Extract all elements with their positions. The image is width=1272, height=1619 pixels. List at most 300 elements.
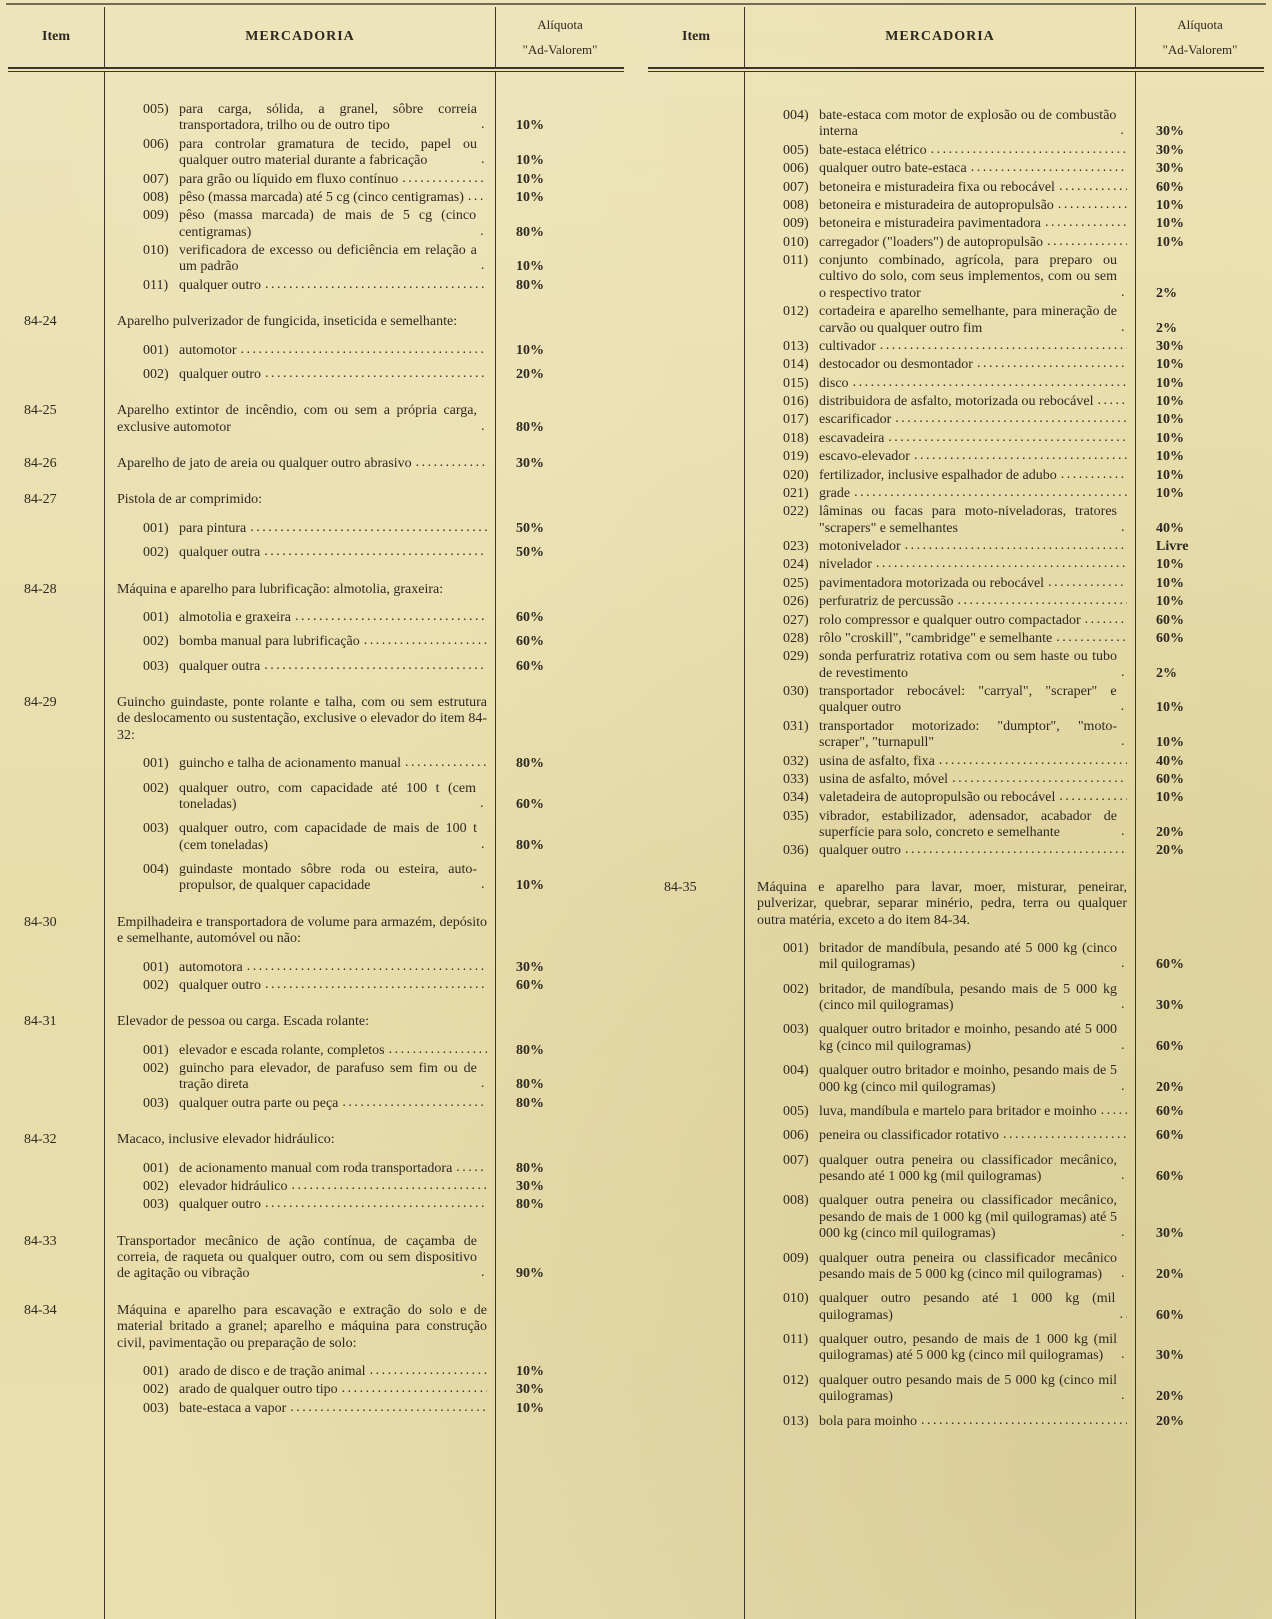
- subitem-row: [648, 1022, 1264, 1055]
- subitem-inner: [117, 1096, 487, 1112]
- subitem-text: automotora: [179, 959, 243, 975]
- description-cell: [744, 649, 1136, 682]
- rate-cell: [1136, 719, 1264, 752]
- spacer-desc-cell: [744, 1120, 1136, 1128]
- subitem-code: 002): [143, 1061, 169, 1076]
- rate-cell: [1136, 108, 1264, 141]
- rate-cell: [1136, 339, 1264, 355]
- description-cell: [744, 1414, 1136, 1430]
- dot-leader: [1117, 684, 1127, 717]
- rate-cell: [496, 137, 624, 170]
- subitem-text: disco: [819, 375, 849, 391]
- item-number-empty: [8, 1197, 104, 1213]
- rate-cell: [1136, 1153, 1264, 1186]
- rate-cell: [1136, 754, 1264, 770]
- item-number-empty: [648, 539, 744, 555]
- item-number-empty: [8, 960, 104, 976]
- subitem-text: transportador motorizado: "dumptor", "moto-scraper", "turnapull": [819, 718, 1117, 751]
- subitem-inner: [757, 1128, 1127, 1144]
- description-cell: [104, 1096, 496, 1112]
- rate-value: 10%: [1156, 412, 1184, 428]
- rate-cell: [1136, 431, 1264, 447]
- subitem-inner: [757, 143, 1127, 159]
- item-number-empty: [8, 1179, 104, 1195]
- top-spacer: [8, 72, 624, 102]
- description-cell: [744, 1332, 1136, 1365]
- rate-value: 30%: [1156, 1348, 1184, 1364]
- item-number-empty: [8, 1401, 104, 1417]
- item-number-empty: [648, 754, 744, 770]
- subitem-row: [648, 1291, 1264, 1324]
- subitem-row: [648, 539, 1264, 555]
- subitem-row: [648, 304, 1264, 337]
- spacer-item-cell: [648, 1055, 744, 1063]
- item-number-empty: [8, 1364, 104, 1380]
- dot-leader: [237, 343, 487, 359]
- subitem-inner: [117, 545, 487, 561]
- subitem-text: elevador e escada rolante, completos: [179, 1042, 385, 1058]
- item-number-empty: [8, 821, 104, 854]
- subitem-code: 004): [783, 108, 809, 123]
- spacer-desc-cell: [104, 359, 496, 367]
- item-number-empty: [648, 253, 744, 302]
- subitem-row: [8, 367, 624, 383]
- item-number-empty: [648, 486, 744, 502]
- rate-value: 10%: [1156, 594, 1184, 610]
- description-cell: [744, 486, 1136, 502]
- subitem-row: [648, 557, 1264, 573]
- dot-leader: [1093, 394, 1127, 410]
- entry-gap: [8, 1283, 624, 1303]
- rate-value: 30%: [1156, 338, 1184, 354]
- spacer-rate-cell: [496, 1112, 624, 1132]
- rate-value: 40%: [1156, 520, 1184, 536]
- spacer-desc-cell: [744, 1406, 1136, 1414]
- dot-leader: [1055, 790, 1127, 806]
- rate-value: 10%: [516, 878, 544, 894]
- spacer-rate-cell: [496, 1283, 624, 1303]
- rate-value: 2%: [1156, 285, 1177, 301]
- spacer-desc-cell: [104, 1352, 496, 1364]
- description-cell: [744, 143, 1136, 159]
- spacer-rate-cell: [496, 1214, 624, 1234]
- subitem-row: [648, 376, 1264, 392]
- subitem-code: 026): [783, 594, 809, 610]
- rate-value: 60%: [516, 658, 544, 674]
- item-number-empty: [8, 278, 104, 294]
- subitem-text: qualquer outra: [179, 545, 261, 561]
- filler-row: [648, 1430, 1264, 1619]
- subitem-inner: [117, 343, 487, 359]
- spacer-desc-cell: [744, 1283, 1136, 1291]
- rate-cell: [496, 634, 624, 650]
- header-item-label: Item: [682, 28, 710, 44]
- subitem-inner: [757, 216, 1127, 232]
- rate-cell: [496, 343, 624, 359]
- item-number-empty: [648, 449, 744, 465]
- item-number: 84-33: [24, 1233, 57, 1249]
- rate-cell: [496, 1161, 624, 1177]
- rate-value: 20%: [1156, 843, 1184, 859]
- subitem-inner: [757, 594, 1127, 610]
- spacer-rate-cell: [496, 813, 624, 821]
- rate-cell: [496, 915, 624, 948]
- spacer-desc-cell: [744, 1324, 1136, 1332]
- description-cell: [104, 781, 496, 814]
- subitem-inner: [117, 634, 487, 650]
- description-cell: [744, 180, 1136, 196]
- description-cell: [744, 468, 1136, 484]
- spacer-item-cell: [648, 1096, 744, 1104]
- rate-cell: [1136, 1373, 1264, 1406]
- description-cell: [104, 695, 496, 744]
- item-number-empty: [648, 468, 744, 484]
- subitem-inner: [757, 613, 1127, 629]
- subitem-code: 002): [143, 1178, 169, 1194]
- item-number-empty: [8, 367, 104, 383]
- description-cell: [104, 960, 496, 976]
- description-cell: [744, 843, 1136, 859]
- subitem-text: bate-estaca a vapor: [179, 1400, 287, 1416]
- rate-cell: [496, 1303, 624, 1352]
- entry-gap: [648, 860, 1264, 880]
- description-cell: [104, 521, 496, 537]
- subitem-inner: [757, 719, 1127, 752]
- header-item-label: Item: [42, 28, 70, 44]
- rate-cell: [496, 1401, 624, 1417]
- subitem-inner: [757, 504, 1127, 537]
- sub-gap: [648, 1406, 1264, 1414]
- subitem-code: 008): [143, 189, 169, 205]
- spacer-item-cell: [8, 436, 104, 456]
- subitem-code: 030): [783, 684, 809, 699]
- dot-leader: [876, 339, 1127, 355]
- subitem-row: [648, 357, 1264, 373]
- item-number-empty: [648, 631, 744, 647]
- item-number-empty: [648, 557, 744, 573]
- spacer-rate-cell: [1136, 1055, 1264, 1063]
- rate-cell: [496, 102, 624, 135]
- subitem-inner: [757, 357, 1127, 373]
- description-cell: [104, 456, 496, 472]
- spacer-rate-cell: [496, 72, 624, 102]
- subitem-text: qualquer outra parte ou peça: [179, 1095, 339, 1111]
- item-number-empty: [8, 521, 104, 537]
- subitem-row: [648, 1414, 1264, 1430]
- subitem-row: [8, 610, 624, 626]
- dot-leader: [476, 781, 487, 814]
- subitem-inner: [117, 172, 487, 188]
- subitem-row: [8, 278, 624, 294]
- spacer-item-cell: [8, 948, 104, 960]
- subitem-text: rolo compressor e qualquer outro compactador: [819, 612, 1081, 628]
- item-number-empty: [648, 1063, 744, 1096]
- subitem-code: 001): [143, 756, 169, 772]
- subitem-code: 013): [783, 1413, 809, 1429]
- description-cell: [744, 719, 1136, 752]
- subitem-text: cortadeira e aparelho semelhante, para mineração de carvão ou qualquer outro fim: [819, 304, 1117, 336]
- subitem-text: conjunto combinado, agrícola, para preparo ou cultivo do solo, com seus implementos, com ou sem o respectivo trator: [819, 253, 1117, 301]
- rate-value: 10%: [1156, 700, 1184, 716]
- description-cell: [744, 376, 1136, 392]
- spacer-rate-cell: [496, 436, 624, 456]
- rate-cell: [496, 190, 624, 206]
- subitem-code: 002): [783, 981, 809, 997]
- item-number-empty: [8, 659, 104, 675]
- subitem-code: 003): [143, 1400, 169, 1416]
- dot-leader: [260, 659, 487, 675]
- dot-leader: [338, 1382, 487, 1398]
- subitem-text: carregador ("loaders") de autopropulsão: [819, 234, 1044, 250]
- rate-value: 10%: [516, 259, 544, 275]
- subitem-row: [8, 1043, 624, 1059]
- subitem-code: 011): [143, 277, 169, 293]
- description-cell: [104, 278, 496, 294]
- item-number-empty: [648, 1022, 744, 1055]
- rate-value: 80%: [516, 756, 544, 772]
- rate-cell: [1136, 613, 1264, 629]
- subitem-text: qualquer outro: [179, 977, 262, 993]
- subitem-code: 027): [783, 612, 809, 628]
- description-cell: [104, 172, 496, 188]
- subitem-inner: [117, 367, 487, 383]
- subitem-row: [648, 631, 1264, 647]
- subitem-text: rôlo "croskill", "cambridge" e semelhante: [819, 630, 1053, 646]
- description-cell: [104, 915, 496, 948]
- spacer-desc-cell: [104, 1283, 496, 1303]
- tariff-column-right: [648, 7, 1264, 1619]
- subitem-inner: [117, 978, 487, 994]
- rate-value: 30%: [516, 456, 544, 471]
- dot-leader: [261, 367, 487, 383]
- heading-sub-gap: [8, 1031, 624, 1043]
- subitem-inner: [757, 253, 1127, 302]
- rate-value: 80%: [516, 1077, 544, 1093]
- spacer-rate-cell: [1136, 1185, 1264, 1193]
- spacer-item-cell: [8, 1214, 104, 1234]
- heading-inner: [117, 695, 487, 744]
- rate-value: 80%: [516, 224, 544, 240]
- subitem-row: [648, 216, 1264, 232]
- subitem-code: 011): [783, 1332, 809, 1347]
- subitem-inner: [757, 684, 1127, 717]
- spacer-item-cell: [648, 1283, 744, 1291]
- subitem-code: 016): [783, 394, 809, 409]
- subitem-row: [8, 1061, 624, 1094]
- subitem-row: [8, 1364, 624, 1380]
- item-number: 84-29: [24, 695, 57, 710]
- subitem-inner: [117, 756, 487, 772]
- subitem-row: [8, 781, 624, 814]
- dot-leader: [1117, 304, 1127, 337]
- subitem-code: 001): [143, 1363, 169, 1379]
- spacer-item-cell: [8, 744, 104, 756]
- spacer-desc-cell: [104, 1112, 496, 1132]
- rate-cell: [496, 610, 624, 626]
- subitem-inner: [757, 557, 1127, 573]
- subitem-text: lâminas ou facas para moto-niveladoras, tratores "scrapers" e semelhantes: [819, 504, 1117, 536]
- rate-cell: [1136, 216, 1264, 232]
- subitem-row: [648, 843, 1264, 859]
- header-mercadoria-label: MERCADORIA: [744, 7, 1136, 67]
- rate-cell: [496, 862, 624, 895]
- spacer-item-cell: [648, 1145, 744, 1153]
- header-mercadoria-label: MERCADORIA: [104, 7, 496, 67]
- rate-cell: [1136, 1251, 1264, 1284]
- entry-heading-row: [8, 314, 624, 330]
- subitem-text: bomba manual para lubrificação: [179, 634, 360, 650]
- subitem-row: [648, 1251, 1264, 1284]
- subitem-code: 001): [143, 959, 169, 975]
- rate-cell: [1136, 539, 1264, 555]
- rate-cell: [496, 278, 624, 294]
- subitem-row: [648, 198, 1264, 214]
- sub-gap: [648, 1096, 1264, 1104]
- subitem-code: 006): [783, 1128, 809, 1144]
- top-rule: [6, 3, 1266, 5]
- dot-leader: [261, 1197, 487, 1213]
- rate-value: 10%: [1156, 430, 1184, 446]
- header-aliquota-line2: "Ad-Valorem": [522, 41, 598, 57]
- subitem-row: [648, 772, 1264, 788]
- subitem-inner: [757, 809, 1127, 842]
- item-number-empty: [8, 862, 104, 895]
- spacer-item-cell: [8, 359, 104, 367]
- description-cell: [744, 576, 1136, 592]
- filler-rate-cell: [1136, 1430, 1264, 1619]
- subitem-code: 036): [783, 843, 809, 859]
- subitem-inner: [757, 772, 1127, 788]
- subitem-text: escavadeira: [819, 430, 885, 446]
- spacer-rate-cell: [496, 1031, 624, 1043]
- rate-cell: [1136, 161, 1264, 177]
- subitem-text: arado de qualquer outro tipo: [179, 1382, 338, 1398]
- subitem-text: almotolia e graxeira: [179, 609, 291, 625]
- subitem-text: usina de asfalto, móvel: [819, 771, 949, 787]
- description-cell: [104, 1401, 496, 1417]
- subitem-code: 001): [143, 342, 169, 358]
- spacer-desc-cell: [104, 562, 496, 582]
- spacer-item-cell: [8, 537, 104, 545]
- subitem-row: [8, 1401, 624, 1417]
- dot-leader: [286, 1401, 487, 1417]
- subitem-inner: [757, 468, 1127, 484]
- rate-value: 20%: [1156, 1079, 1184, 1095]
- subitem-code: 002): [143, 780, 169, 796]
- rate-value: 30%: [1156, 124, 1184, 140]
- heading-text: Aparelho pulverizador de fungicida, inseticida e semelhante:: [117, 314, 458, 330]
- dot-leader: [291, 610, 487, 626]
- subitem-code: 033): [783, 771, 809, 787]
- rate-value: 40%: [1156, 753, 1184, 769]
- dot-leader: [477, 1061, 487, 1094]
- spacer-rate-cell: [1136, 1145, 1264, 1153]
- header-aliquota-label: [496, 7, 624, 67]
- rate-cell: [1136, 235, 1264, 251]
- item-number-empty: [648, 180, 744, 196]
- rate-value: 10%: [1156, 216, 1184, 232]
- subitem-code: 019): [783, 449, 809, 465]
- rate-value: 10%: [516, 1363, 544, 1379]
- subitem-text: perfuratriz de percussão: [819, 594, 954, 610]
- spacer-rate-cell: [496, 294, 624, 314]
- sub-gap: [648, 1365, 1264, 1373]
- rate-value: 10%: [516, 118, 544, 134]
- subitem-inner: [117, 208, 487, 241]
- subitem-inner: [117, 102, 487, 135]
- description-cell: [104, 314, 496, 330]
- spacer-desc-cell: [744, 1145, 1136, 1153]
- entry-gap: [8, 1112, 624, 1132]
- item-number-empty: [648, 376, 744, 392]
- subitem-code: 004): [783, 1063, 809, 1079]
- subitem-code: 014): [783, 357, 809, 373]
- subitem-inner: [757, 649, 1127, 682]
- item-number: 84-34: [24, 1302, 57, 1318]
- description-cell: [744, 1153, 1136, 1186]
- dot-leader: [385, 1043, 487, 1059]
- spacer-desc-cell: [104, 294, 496, 314]
- item-number-empty: [648, 161, 744, 177]
- subitem-row: [8, 1382, 624, 1398]
- subitem-inner: [117, 1043, 487, 1059]
- dot-leader: [910, 449, 1127, 465]
- sub-gap: [648, 1120, 1264, 1128]
- subitem-inner: [757, 486, 1127, 502]
- description-cell: [104, 1043, 496, 1059]
- subitem-text: qualquer outro: [819, 843, 902, 859]
- subitem-text: britador de mandíbula, pesando até 5 000 kg (cinco mil quilogramas): [819, 940, 1117, 973]
- description-cell: [104, 403, 496, 436]
- subitem-inner: [117, 1364, 487, 1380]
- subitem-text: motonivelador: [819, 539, 901, 554]
- spacer-desc-cell: [104, 651, 496, 659]
- rate-cell: [1136, 1063, 1264, 1096]
- dot-leader: [973, 357, 1127, 373]
- column-left-body: [8, 72, 624, 1619]
- subitem-inner: [757, 1291, 1127, 1324]
- subitem-row: [648, 253, 1264, 302]
- subitem-row: [648, 235, 1264, 251]
- rate-cell: [1136, 143, 1264, 159]
- subitem-text: transportador rebocável: "carryal", "scraper" e qualquer outro: [819, 684, 1117, 716]
- entry-heading-row: [8, 403, 624, 436]
- spacer-item-cell: [8, 1031, 104, 1043]
- dot-leader: [477, 821, 487, 854]
- subitem-row: [648, 504, 1264, 537]
- rate-cell: [1136, 1104, 1264, 1120]
- spacer-rate-cell: [496, 626, 624, 634]
- rate-value: 30%: [516, 1382, 544, 1398]
- heading-sub-gap: [8, 948, 624, 960]
- rate-value: 20%: [1156, 1389, 1184, 1405]
- subitem-row: [648, 449, 1264, 465]
- spacer-desc-cell: [104, 598, 496, 610]
- rate-value: 60%: [1156, 630, 1184, 646]
- spacer-item-cell: [648, 1185, 744, 1193]
- dot-leader: [1117, 1373, 1127, 1406]
- rate-cell: [1136, 304, 1264, 337]
- description-cell: [744, 431, 1136, 447]
- item-number-empty: [648, 649, 744, 682]
- description-cell: [744, 253, 1136, 302]
- subitem-text: escavo-elevador: [819, 449, 910, 465]
- dot-leader: [953, 594, 1127, 610]
- subitem-text: bate-estaca elétrico: [819, 142, 927, 158]
- header-aliquota-label: [1136, 7, 1264, 67]
- description-cell: [744, 161, 1136, 177]
- subitem-inner: [757, 941, 1127, 974]
